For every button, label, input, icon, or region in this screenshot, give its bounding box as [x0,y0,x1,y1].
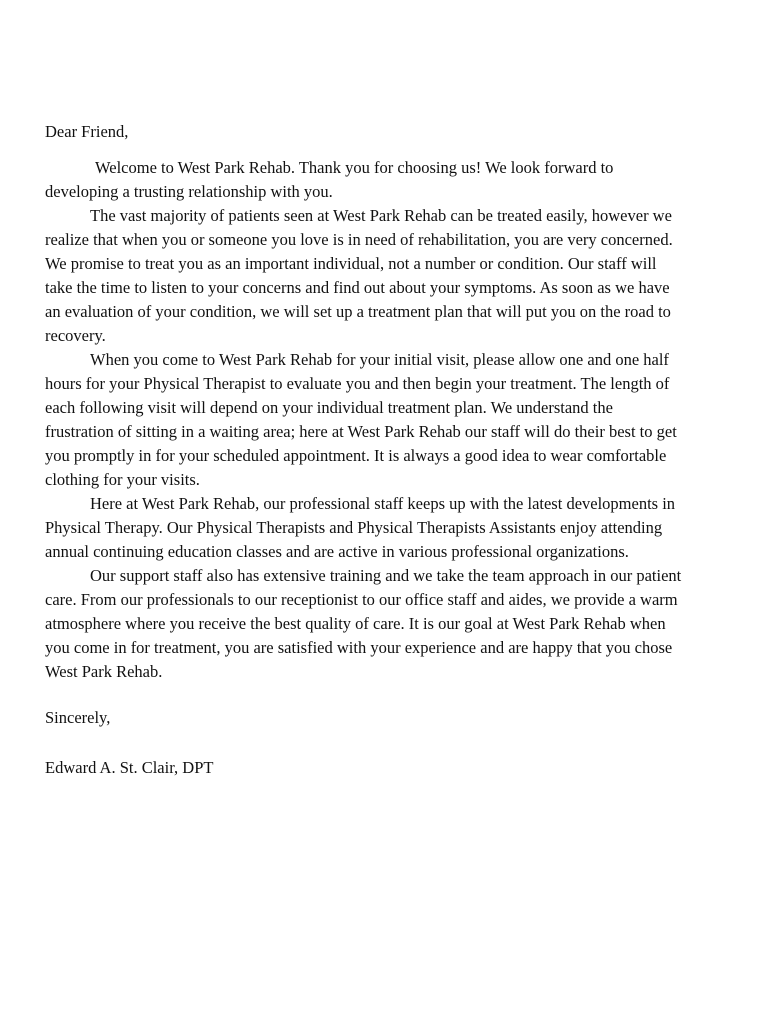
paragraph-1-line-1: Welcome to West Park Rehab. Thank you for choosing us! We look forward to [95,158,614,177]
paragraph-2-line-4: take the time to listen to your concerns and find out about your symptoms. As soon as we have [45,278,670,297]
paragraph-5-line-2: care. From our professionals to our receptionist to our office staff and aides, we provide a warm [45,590,678,609]
paragraph-1-line-2: developing a trusting relationship with you. [45,182,333,201]
paragraph-5-line-3: atmosphere where you receive the best quality of care. It is our goal at West Park Rehab when [45,614,666,633]
paragraph-2-line-1: The vast majority of patients seen at West Park Rehab can be treated easily, however we [90,206,672,225]
paragraph-4-line-3: annual continuing education classes and are active in various professional organizations. [45,542,629,561]
paragraph-2-line-5: an evaluation of your condition, we will set up a treatment plan that will put you on the road to [45,302,671,321]
paragraph-5-line-4: you come in for treatment, you are satisfied with your experience and are happy that you chose [45,638,673,657]
paragraph-3-line-1: When you come to West Park Rehab for your initial visit, please allow one and one half [90,350,669,369]
paragraph-5-line-5: West Park Rehab. [45,662,163,681]
paragraph-4-line-1: Here at West Park Rehab, our professional staff keeps up with the latest developments in [90,494,676,513]
closing: Sincerely, [45,708,111,727]
letter-body [45,156,735,684]
paragraph-5-line-1: Our support staff also has extensive training and we take the team approach in our patient [90,566,682,585]
signature-name: Edward A. St. Clair, DPT [45,758,214,777]
paragraph-3-line-2: hours for your Physical Therapist to evaluate you and then begin your treatment. The length of [45,374,670,393]
paragraph-2-line-6: recovery. [45,326,106,345]
paragraph-3-line-5: you promptly in for your scheduled appointment. It is always a good idea to wear comfortable [45,446,667,465]
salutation: Dear Friend, [45,122,129,141]
paragraph-4-line-2: Physical Therapy. Our Physical Therapists and Physical Therapists Assistants enjoy attending [45,518,663,537]
paragraph-2-line-2: realize that when you or someone you love is in need of rehabilitation, you are very concerned. [45,230,673,249]
paragraph-2-line-3: We promise to treat you as an important individual, not a number or condition. Our staff will [45,254,657,273]
paragraph-3-line-3: each following visit will depend on your individual treatment plan. We understand the [45,398,613,417]
paragraph-3-line-6: clothing for your visits. [45,470,200,489]
paragraph-3-line-4: frustration of sitting in a waiting area; here at West Park Rehab our staff will do their best to get [45,422,677,441]
